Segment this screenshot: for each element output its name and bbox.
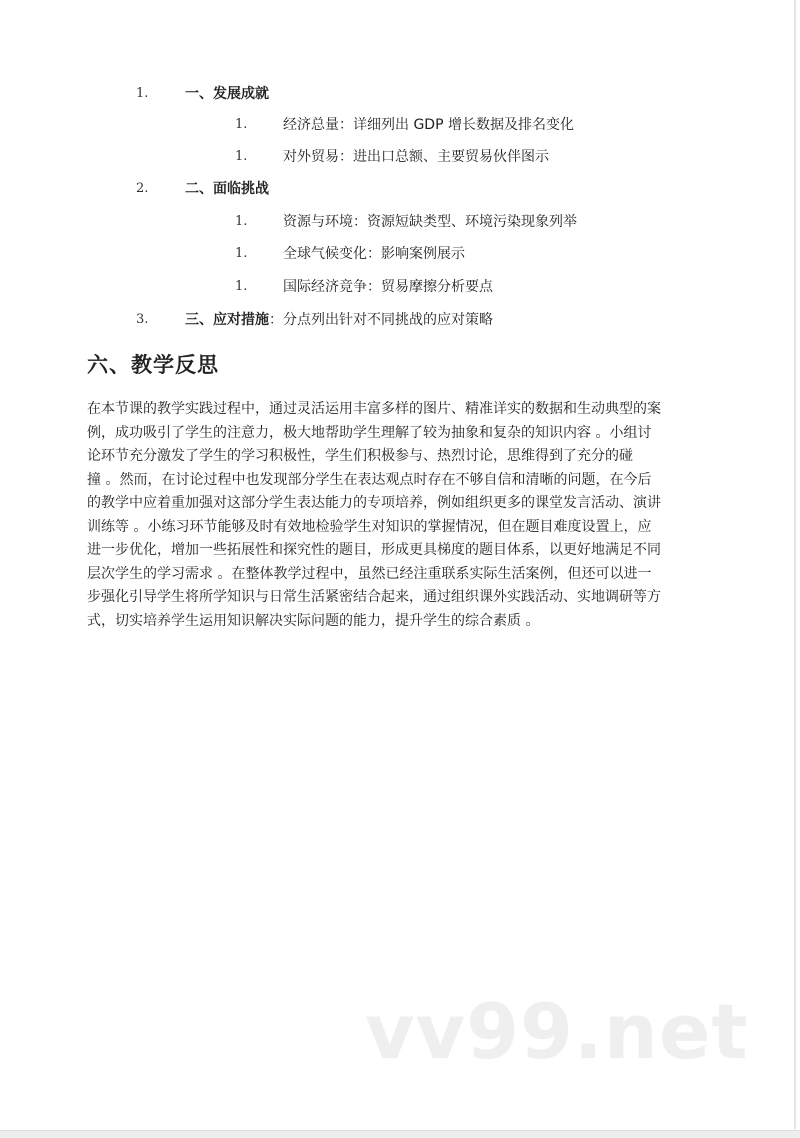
list-marker: 1. — [235, 214, 248, 229]
paragraph-line: 的教学中应着重加强对这部分学生表达能力的专项培养，例如组织更多的课堂发言活动、演讲 — [87, 495, 661, 511]
reflection-paragraph — [87, 398, 727, 633]
outline-item-text: 全球气候变化：影响案例展示 — [283, 246, 465, 262]
paragraph-line: 进一步优化，增加一些拓展性和探究性的题目，形成更具梯度的题目体系，以更好地满足不同 — [87, 542, 661, 558]
paragraph-line: 撞 。然而，在讨论过程中也发现部分学生在表达观点时存在不够自信和清晰的问题，在今后 — [87, 471, 652, 488]
outline-item-text: 国际经济竞争：贸易摩擦分析要点 — [283, 279, 493, 295]
watermark: vv99.net — [365, 987, 749, 1076]
outline-item-text: 对外贸易：进出口总额、主要贸易伙伴图示 — [283, 149, 549, 165]
outline-item-title: 二、面临挑战 — [185, 181, 269, 197]
list-marker: 1. — [235, 279, 248, 294]
list-marker: 3. — [136, 312, 149, 327]
paragraph-line: 式，切实培养学生运用知识解决实际问题的能力，提升学生的综合素质 。 — [87, 612, 540, 629]
outline-item-title: 三、应对措施 — [185, 312, 269, 328]
outline-item-text: 资源与环境：资源短缺类型、环境污染现象列举 — [283, 214, 577, 230]
list-marker: 1. — [136, 86, 149, 101]
outline-item-content — [185, 310, 493, 330]
list-marker: 2. — [136, 181, 149, 196]
paragraph-line: 训练等 。小练习环节能够及时有效地检验学生对知识的掌握情况，但在题目难度设置上，应 — [87, 518, 652, 535]
outline-item-text: 经济总量：详细列出 GDP 增长数据及排名变化 — [283, 117, 574, 133]
paragraph-line: 论环节充分激发了学生的学习积极性，学生们积极参与、热烈讨论，思维得到了充分的碰 — [87, 448, 633, 464]
paragraph-line: 在本节课的教学实践过程中，通过灵活运用丰富多样的图片、精准详实的数据和生动典型的案 — [87, 401, 661, 417]
list-marker: 1. — [235, 246, 248, 261]
outline-item-title: 一、发展成就 — [185, 86, 269, 102]
paragraph-line: 层次学生的学习需求 。在整体教学过程中，虽然已经注重联系实际生活案例，但还可以进一 — [87, 565, 652, 582]
list-marker: 1. — [235, 149, 248, 164]
outline-item-text: ：分点列出针对不同挑战的应对策略 — [269, 312, 493, 328]
section-heading: 六、教学反思 — [87, 353, 219, 377]
paragraph-line: 步强化引导学生将所学知识与日常生活紧密结合起来，通过组织课外实践活动、实地调研等方 — [87, 589, 661, 605]
list-marker: 1. — [235, 117, 248, 132]
paragraph-line: 例，成功吸引了学生的注意力，极大地帮助学生理解了较为抽象和复杂的知识内容 。小组讨 — [87, 424, 652, 441]
